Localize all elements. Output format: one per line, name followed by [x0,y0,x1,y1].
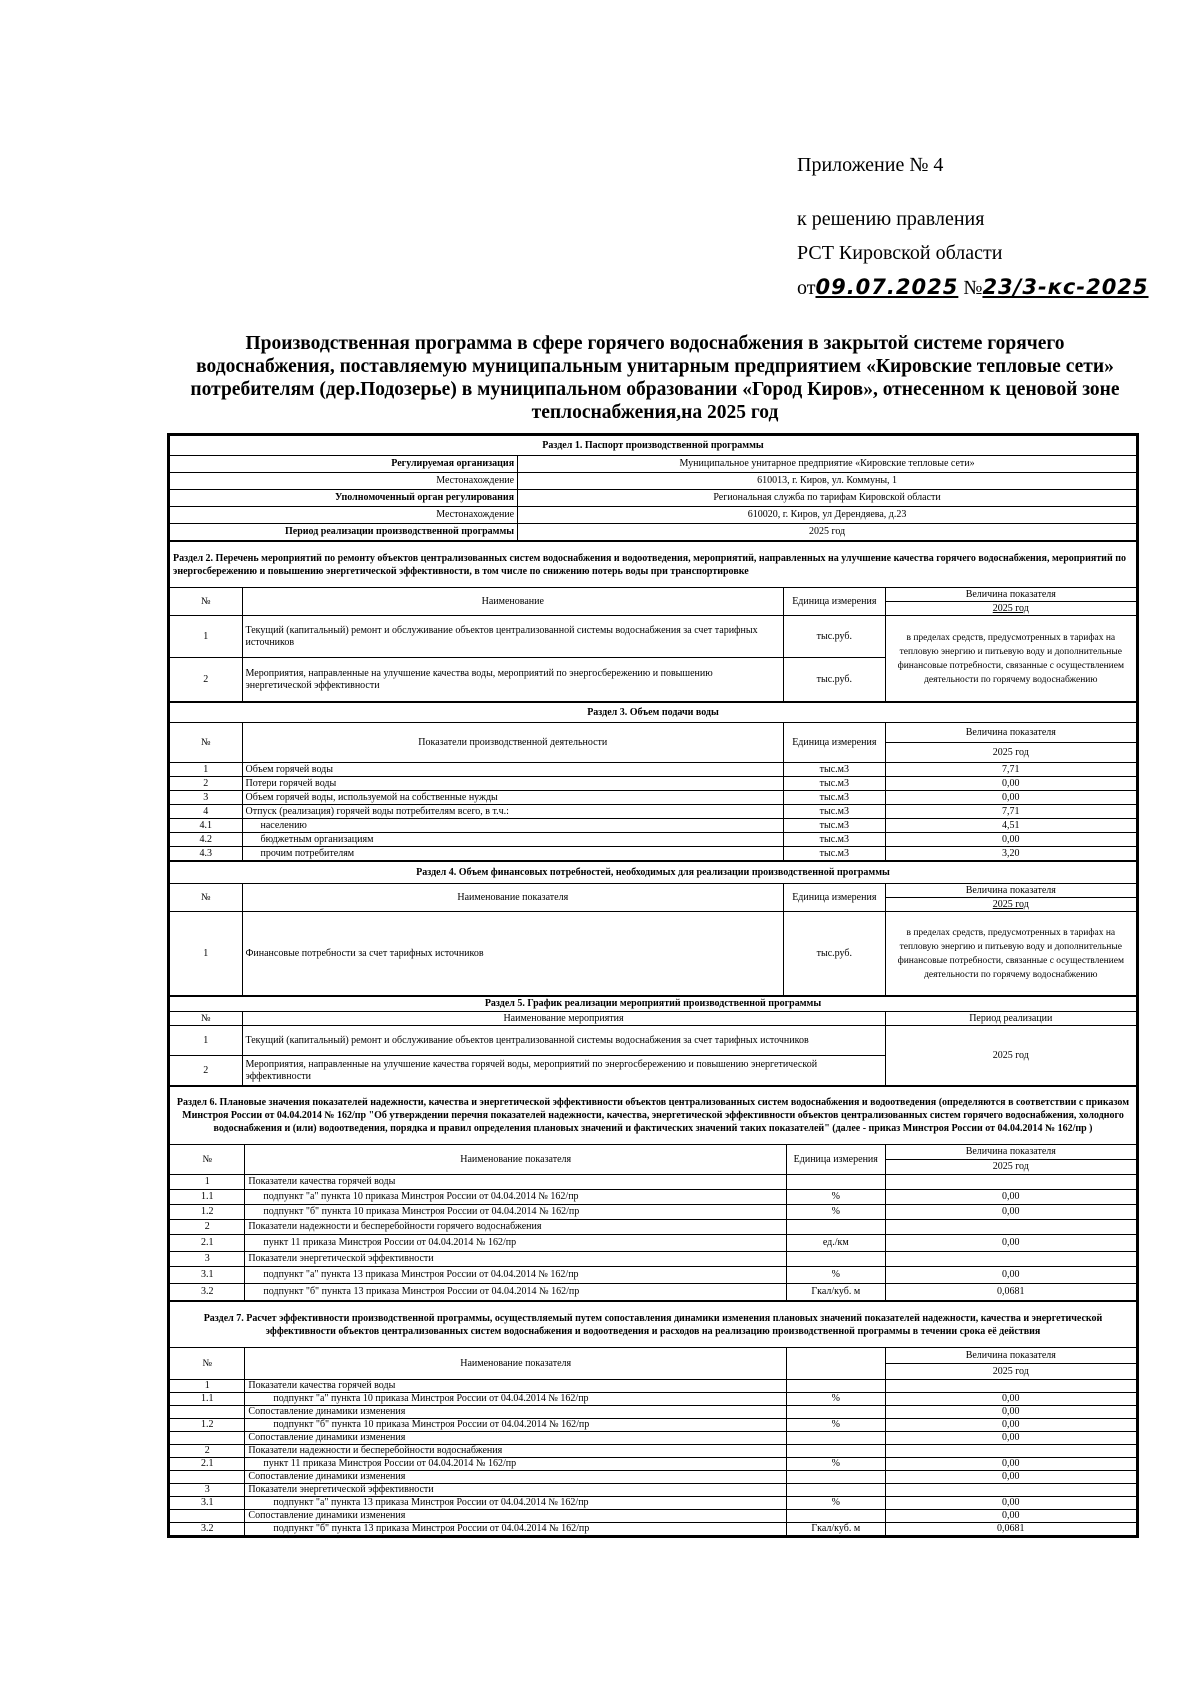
row-unit: тыс.м3 [784,847,886,861]
row-name: Мероприятия, направленные на улучшение качества горячей воды, мероприятий по энергосбережению и повышению энергетической эффективности [242,1056,885,1086]
section-1-passport [169,435,1137,541]
row-value: 0,00 [885,1393,1136,1406]
row-name: подпункт "б" пункта 10 приказа Минстроя России от 04.04.2014 № 162/пр [245,1419,787,1432]
row-unit: тыс.м3 [784,819,886,833]
section-5-schedule [169,996,1137,1086]
period-value: 2025 год [885,1026,1136,1086]
row-value: 0,0681 [885,1523,1136,1536]
row-no: 2 [170,1056,243,1086]
row-unit: % [786,1497,885,1510]
s1-label: Регулируемая организация [170,456,518,473]
appendix-decision: к решению правления [797,208,985,230]
row-unit [786,1445,885,1458]
row-unit: тыс.руб. [784,658,886,702]
row-name: Отпуск (реализация) горячей воды потребителям всего, в т.ч.: [242,805,784,819]
appendix-authority: РСТ Кировской области [797,242,1003,264]
row-no: 1 [170,1380,245,1393]
row-name: подпункт "б" пункта 13 приказа Минстроя России от 04.04.2014 № 162/пр [245,1523,787,1536]
row-name: Мероприятия, направленные на улучшение качества воды, мероприятий по энергосбережению и повышению энергетической эффективности [242,658,784,702]
row-value: 3,20 [885,847,1136,861]
row-no: 1.2 [170,1205,245,1220]
section-3-volume [169,702,1137,861]
row-name: пункт 11 приказа Минстроя России от 04.04.2014 № 162/пр [245,1458,787,1471]
s1-label: Местонахождение [170,507,518,524]
row-no [170,1510,245,1523]
row-name: Показатели энергетической эффективности [245,1252,787,1267]
col-name: Наименование показателя [245,1145,787,1175]
row-no [170,1432,245,1445]
row-value: 0,00 [885,833,1136,847]
col-no: № [170,1348,245,1380]
col-name: Наименование мероприятия [242,1012,885,1026]
section-1-header: Раздел 1. Паспорт производственной программы [170,436,1137,456]
col-value: Величина показателя [885,1145,1136,1160]
s1-value: Муниципальное унитарное предприятие «Кировские тепловые сети» [518,456,1137,473]
col-year: 2025 год [885,1364,1136,1380]
row-unit: % [786,1393,885,1406]
row-value [885,1484,1136,1497]
row-no: 4.2 [170,833,243,847]
row-name: Показатели качества горячей воды [245,1175,787,1190]
row-name: Сопоставление динамики изменения [245,1510,787,1523]
document-title: Производственная программа в сфере горячего водоснабжения в закрытой системе горячего водоснабжения, поставляемую муниципальным унитарным предприятием «Кировские тепловые сети» потребителям (дер.Подозерье) в муниципальном образовании «Город Киров», отнесенном к ценовой зоне теплоснабжения,на 2025 год [190,333,1120,423]
row-value: 0,00 [885,777,1136,791]
col-no: № [170,723,243,763]
row-name: пункт 11 приказа Минстроя России от 04.04.2014 № 162/пр [245,1235,787,1252]
row-value [885,1175,1136,1190]
row-value: 7,71 [885,763,1136,777]
row-no: 3 [170,1252,245,1267]
handwritten-date: 09.07.2025 [815,275,959,299]
s1-label: Период реализации производственной программы [170,524,518,541]
appendix-number: Приложение № 4 [797,154,944,176]
row-value [885,1445,1136,1458]
col-unit: Единица измерения [786,1145,885,1175]
row-value: 0,00 [885,1235,1136,1252]
row-name: Объем горячей воды [242,763,784,777]
row-value: 0,00 [885,791,1136,805]
row-unit: % [786,1267,885,1284]
row-name: бюджетным организациям [242,833,784,847]
section-6-header: Раздел 6. Плановые значения показателей надежности, качества и энергетической эффективности объектов централизованных систем водоснабжения и водоотведения (определяются в соответствии с приказом Минстроя России от 04.04.2014 № 162/пр "Об утверждении перечня показателей надежности, качества, энергетической эффективности объектов централизованных систем горячего водоснабжения, холодного водоснабжения и (или) водоотведения, порядка и правил определения плановых значений и фактических значений таких показателей" (далее - приказ Минстроя России от 04.04.2014 № 162/пр ) [170,1087,1137,1145]
row-value [885,1380,1136,1393]
row-no: 4.1 [170,819,243,833]
row-name: подпункт "б" пункта 10 приказа Минстроя России от 04.04.2014 № 162/пр [245,1205,787,1220]
section-3-header: Раздел 3. Объем подачи воды [170,703,1137,723]
row-value: 0,00 [885,1471,1136,1484]
row-value: 0,00 [885,1432,1136,1445]
row-name: Показатели надежности и бесперебойности водоснабжения [245,1445,787,1458]
program-table [167,433,1139,1538]
row-no [170,1406,245,1419]
col-value: Величина показателя [885,588,1136,602]
section-6-planned [169,1086,1137,1301]
row-name: подпункт "а" пункта 13 приказа Минстроя России от 04.04.2014 № 162/пр [245,1267,787,1284]
s1-value: 610013, г. Киров, ул. Коммуны, 1 [518,473,1137,490]
row-value: 0,00 [885,1419,1136,1432]
row-no: 3 [170,791,243,805]
row-no: 3.2 [170,1284,245,1301]
row-value [885,1220,1136,1235]
row-no: 1 [170,1175,245,1190]
section-4-header: Раздел 4. Объем финансовых потребностей, необходимых для реализации производственной программы [170,862,1137,884]
row-unit: тыс.м3 [784,777,886,791]
row-name: населению [242,819,784,833]
row-name: Сопоставление динамики изменения [245,1432,787,1445]
row-no: 3.1 [170,1267,245,1284]
row-unit: Гкал/куб. м [786,1523,885,1536]
row-name: подпункт "б" пункта 13 приказа Минстроя России от 04.04.2014 № 162/пр [245,1284,787,1301]
row-unit [786,1220,885,1235]
row-unit [786,1252,885,1267]
col-unit: Единица измерения [784,588,886,616]
col-name: Наименование показателя [242,884,784,912]
row-unit: тыс.м3 [784,763,886,777]
col-no: № [170,884,243,912]
row-no: 1.2 [170,1419,245,1432]
row-value: 0,00 [885,1406,1136,1419]
row-no: 1 [170,763,243,777]
s1-value: 610020, г. Киров, ул Дерендяева, д.23 [518,507,1137,524]
row-value: 0,00 [885,1458,1136,1471]
col-year: 2025 год [885,602,1136,616]
appendix-date-line [797,270,1149,304]
row-name: подпункт "а" пункта 10 приказа Минстроя России от 04.04.2014 № 162/пр [245,1190,787,1205]
row-name: Сопоставление динамики изменения [245,1406,787,1419]
row-unit [786,1510,885,1523]
row-no: 1.1 [170,1190,245,1205]
row-unit: тыс.м3 [784,791,886,805]
col-no: № [170,1012,243,1026]
section-7-header: Раздел 7. Расчет эффективности производственной программы, осуществляемый путем сопоставления динамики изменения плановых значений показателей надежности, качества и энергетической эффективности объектов централизованных систем водоснабжения и водоотведения и расходов на реализацию производственной программы в течении срока её действия [170,1302,1137,1348]
col-name: Наименование [242,588,784,616]
section-2-activities [169,541,1137,702]
row-unit [786,1471,885,1484]
row-value: 0,00 [885,1510,1136,1523]
col-unit: Единица измерения [784,884,886,912]
row-value: в пределах средств, предусмотренных в тарифах на тепловую энергию и питьевую воду и дополнительные финансовые потребности, связанные с осуществлением деятельности по горячему водоснабжению [885,912,1136,996]
row-name: Текущий (капитальный) ремонт и обслуживание объектов централизованной системы водоснабжения за счет тарифных источников [242,1026,885,1056]
row-no: 4 [170,805,243,819]
merged-value: в пределах средств, предусмотренных в тарифах на тепловую энергию и питьевую воду и дополнительные финансовые потребности, связанные с осуществлением деятельности по горячему водоснабжению [885,616,1136,702]
col-name: Показатели производственной деятельности [242,723,784,763]
row-no: 1 [170,912,243,996]
row-name: Показатели качества горячей воды [245,1380,787,1393]
col-unit-empty [786,1348,885,1380]
row-unit [786,1175,885,1190]
number-prefix: № [963,277,983,299]
row-no: 2 [170,1220,245,1235]
row-unit: Гкал/куб. м [786,1284,885,1301]
section-7-efficiency [169,1301,1137,1536]
row-name: Показатели энергетической эффективности [245,1484,787,1497]
row-name: Сопоставление динамики изменения [245,1471,787,1484]
row-unit [786,1380,885,1393]
row-unit [786,1406,885,1419]
col-no: № [170,1145,245,1175]
row-value: 0,00 [885,1190,1136,1205]
row-name: Показатели надежности и бесперебойности горячего водоснабжения [245,1220,787,1235]
row-no: 1.1 [170,1393,245,1406]
row-no [170,1471,245,1484]
s1-label: Местонахождение [170,473,518,490]
row-name: подпункт "а" пункта 10 приказа Минстроя России от 04.04.2014 № 162/пр [245,1393,787,1406]
row-unit: тыс.руб. [784,912,886,996]
row-unit: % [786,1205,885,1220]
col-value: Величина показателя [885,723,1136,743]
col-year: 2025 год [885,743,1136,763]
row-no: 2 [170,658,243,702]
col-year: 2025 год [885,1160,1136,1175]
section-5-header: Раздел 5. График реализации мероприятий производственной программы [170,997,1137,1012]
col-period: Период реализации [885,1012,1136,1026]
s1-value: 2025 год [518,524,1137,541]
row-no: 2 [170,777,243,791]
row-no: 1 [170,1026,243,1056]
row-unit: % [786,1419,885,1432]
s1-label: Уполномоченный орган регулирования [170,490,518,507]
row-unit: ед./км [786,1235,885,1252]
row-name: Потери горячей воды [242,777,784,791]
col-year: 2025 год [885,898,1136,912]
row-no: 3.2 [170,1523,245,1536]
col-no: № [170,588,243,616]
col-value: Величина показателя [885,1348,1136,1364]
row-no: 3 [170,1484,245,1497]
col-value: Величина показателя [885,884,1136,898]
row-unit: % [786,1190,885,1205]
row-unit: % [786,1458,885,1471]
s1-value: Региональная служба по тарифам Кировской области [518,490,1137,507]
row-value: 0,00 [885,1205,1136,1220]
handwritten-number: 23/3-кс-2025 [982,275,1149,299]
row-no: 1 [170,616,243,658]
row-no: 4.3 [170,847,243,861]
row-unit: тыс.м3 [784,805,886,819]
row-value: 0,00 [885,1267,1136,1284]
row-value [885,1252,1136,1267]
col-unit: Единица измерения [784,723,886,763]
row-value: 7,71 [885,805,1136,819]
row-name: Текущий (капитальный) ремонт и обслуживание объектов централизованной системы водоснабжения за счет тарифных источников [242,616,784,658]
row-value: 4,51 [885,819,1136,833]
row-unit: тыс.м3 [784,833,886,847]
row-name: Финансовые потребности за счет тарифных источников [242,912,784,996]
row-unit: тыс.руб. [784,616,886,658]
section-4-finance [169,861,1137,996]
row-value: 0,00 [885,1497,1136,1510]
appendix-block [797,148,1149,304]
date-prefix: от [797,277,816,299]
row-unit [786,1432,885,1445]
row-value: 0,0681 [885,1284,1136,1301]
row-unit [786,1484,885,1497]
col-name: Наименование показателя [245,1348,787,1380]
row-name: подпункт "а" пункта 13 приказа Минстроя России от 04.04.2014 № 162/пр [245,1497,787,1510]
row-no: 2 [170,1445,245,1458]
section-2-header: Раздел 2. Перечень мероприятий по ремонту объектов централизованных систем водоснабжения и водоотведения, мероприятий, направленных на улучшение качества горячего водоснабжения, мероприятий по энергосбережению и повышению энергетической эффективности, в том числе по снижению потерь воды при транспортировке [170,542,1137,588]
row-no: 2.1 [170,1458,245,1471]
row-no: 2.1 [170,1235,245,1252]
row-name: Объем горячей воды, используемой на собственные нужды [242,791,784,805]
row-no: 3.1 [170,1497,245,1510]
row-name: прочим потребителям [242,847,784,861]
